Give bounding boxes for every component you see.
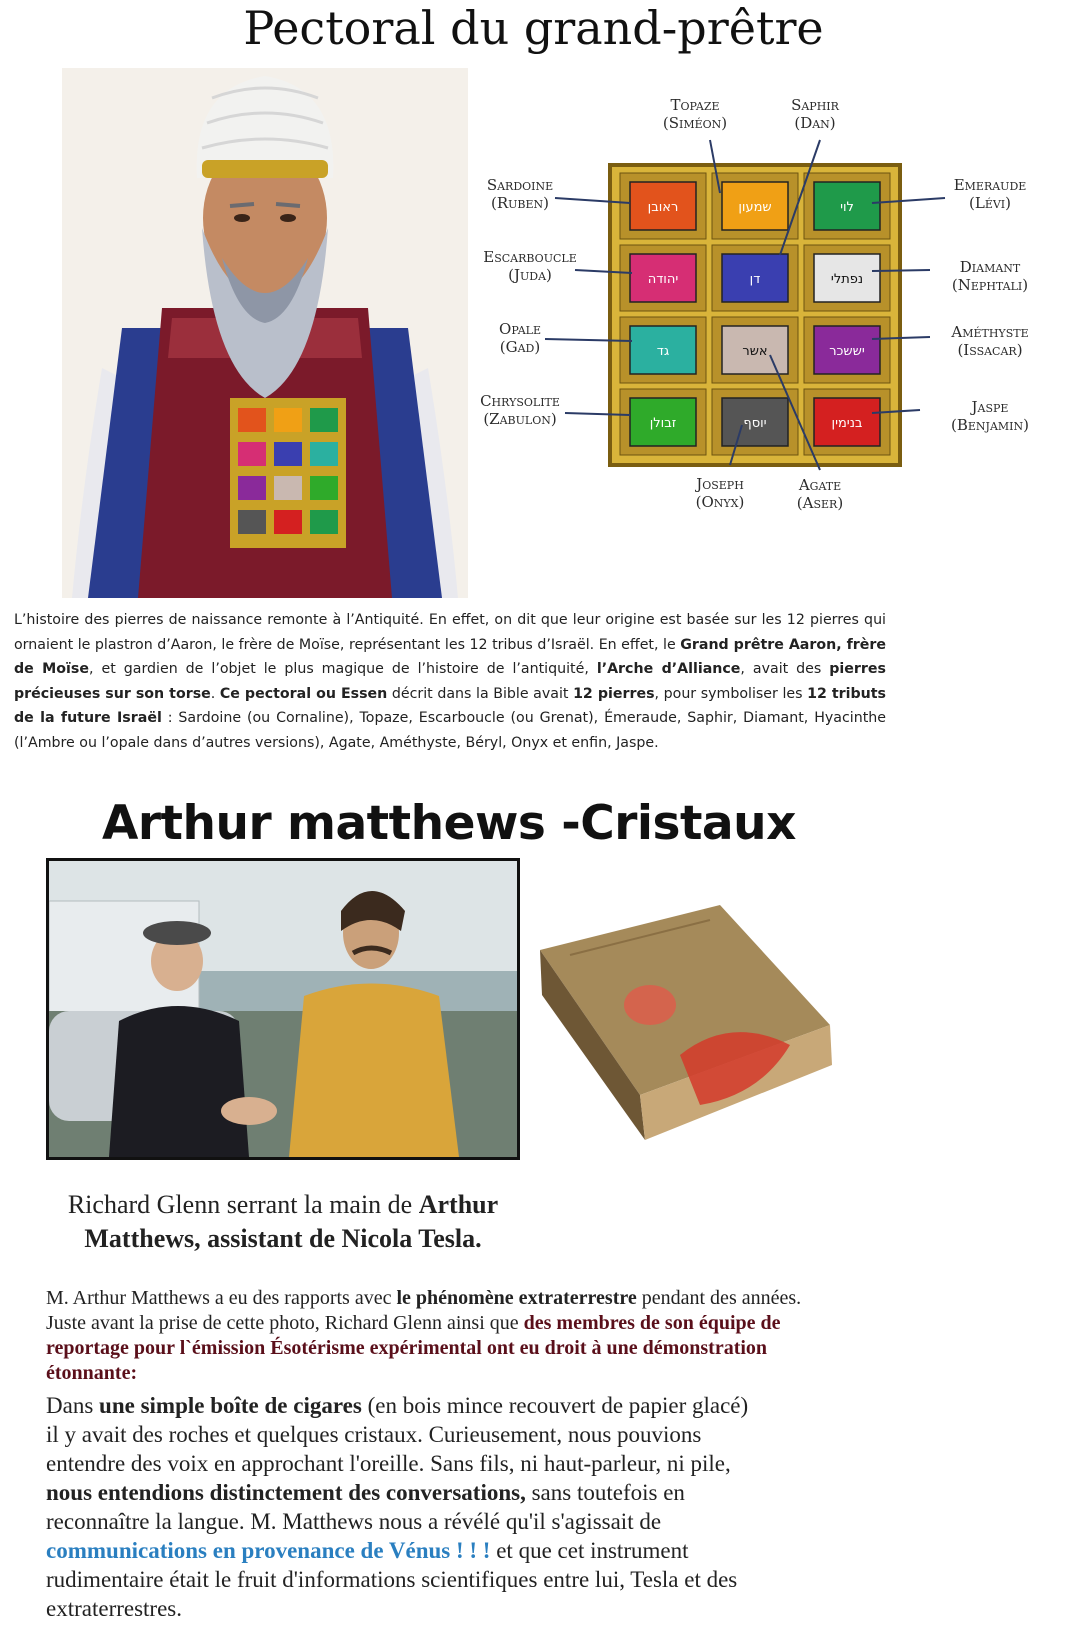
label-sardoine: Sardoine	[486, 176, 554, 194]
label-dan: (Dan)	[794, 114, 836, 132]
label-simeon: (Siméon)	[662, 114, 728, 132]
stone-hebrew-label: לוי	[840, 200, 854, 215]
label-juda: (Juda)	[508, 266, 552, 284]
stone-hebrew-label: זבולן	[649, 416, 677, 431]
label-onyx: (Onyx)	[695, 493, 745, 511]
label-topaze: Topaze	[670, 96, 720, 114]
label-joseph: Joseph	[696, 475, 744, 493]
stone-hebrew-label: יוסף	[743, 416, 767, 431]
label-aser: (Aser)	[796, 494, 844, 512]
label-levi: (Lévi)	[969, 194, 1011, 212]
handshake-photo	[46, 858, 520, 1160]
label-saphir: Saphir	[791, 96, 839, 114]
high-priest-illustration	[62, 68, 468, 598]
stone-11	[712, 389, 798, 455]
stone-hebrew-label: ראובן	[647, 200, 679, 215]
label-benjamin: (Benjamin)	[951, 416, 1029, 434]
label-diamant: Diamant	[959, 258, 1021, 276]
section-title: Arthur matthews -Cristaux	[102, 796, 796, 851]
label-nephtali: (Nephtali)	[951, 276, 1029, 294]
stone-6	[804, 245, 890, 311]
stone-hebrew-label: שמעון	[738, 200, 772, 215]
matthews-paragraph: M. Arthur Matthews a eu des rapports avec le phénomène extraterrestre pendant des années. Juste avant la prise de cette photo, Richard Glenn ainsi que des membres de son équipe de reportage pour l`émission Ésotérisme expérimental ont eu droit à une démonstration étonnante:	[46, 1287, 802, 1384]
label-agate: Agate	[798, 476, 842, 494]
stone-hebrew-label: אשר	[742, 344, 768, 359]
cigar-box-photo	[530, 895, 840, 1165]
stone-hebrew-label: גד	[656, 344, 670, 359]
cigar-box-paragraph: Dans une simple boîte de cigares (en bois mince recouvert de papier glacé) il y avait des roches et quelques cristaux. Curieusement, nous pouvions entendre des voix en approchant l'oreille. Sans fils, ni haut-parleur, ni pile, nous entendions distinctement des conversations, sans toutefois en reconnaître la langue. M. Matthews nous a révélé qu'il s'agissait de communications en provenance de Vénus ! ! ! et que cet instrument rudimentaire était le fruit d'informations scientifiques entre lui, Tesla et des extraterrestres.	[46, 1393, 749, 1621]
stone-hebrew-label: יששכר	[829, 344, 865, 359]
label-gad: (Gad)	[499, 338, 541, 356]
page-title: Pectoral du grand-prêtre	[243, 1, 824, 55]
stone-2	[712, 173, 798, 239]
label-chrysolite: Chrysolite	[480, 392, 560, 410]
stone-1	[620, 173, 706, 239]
intro-paragraph: L’histoire des pierres de naissance remonte à l’Antiquité. En effet, on dit que leur origine est basée sur les 12 pierres qui ornaient le plastron d’Aaron, le frère de Moïse, représentant les 12 tribus d’Israël. En effet, le Grand prêtre Aaron, frère de Moïse, et gardien de l’objet le plus magique de l’histoire de l’antiquité, l’Arche d’Alliance, avait des pierres précieuses sur son torse. Ce pectoral ou Essen décrit dans la Bible avait 12 pierres, pour symboliser les 12 tributs de la future Israël : Sardoine (ou Cornaline), Topaze, Escarboucle (ou Grenat), Émeraude, Saphir, Diamant, Hyacinthe (l’Ambre ou l’opale dans d’autres versions), Agate, Améthyste, Béryl, Onyx et enfin, Jaspe.	[14, 612, 886, 751]
stone-12	[804, 389, 890, 455]
stone-4	[620, 245, 706, 311]
stone-3	[804, 173, 890, 239]
label-opale: Opale	[499, 320, 541, 338]
label-jaspe: Jaspe	[971, 398, 1009, 416]
label-ruben: (Ruben)	[490, 194, 550, 212]
label-escarboucle: Escarboucle	[483, 248, 577, 266]
label-issacar: (Issacar)	[957, 341, 1023, 359]
stone-hebrew-label: בנימין	[831, 416, 863, 431]
stone-hebrew-label: יהודה	[647, 272, 679, 287]
stone-7	[620, 317, 706, 383]
stone-9	[804, 317, 890, 383]
stone-5	[712, 245, 798, 311]
photo-caption: Richard Glenn serrant la main de Arthur Matthews, assistant de Nicola Tesla.	[67, 1190, 499, 1253]
stone-hebrew-label: דן	[749, 272, 761, 287]
label-emeraude: Emeraude	[953, 176, 1027, 194]
label-amethyste: Améthyste	[951, 323, 1029, 341]
stone-8	[712, 317, 798, 383]
stone-hebrew-label: נפתלי	[830, 272, 864, 287]
stone-10	[620, 389, 706, 455]
breastplate-diagram	[480, 95, 1055, 545]
label-zabulon: (Zabulon)	[483, 410, 557, 428]
